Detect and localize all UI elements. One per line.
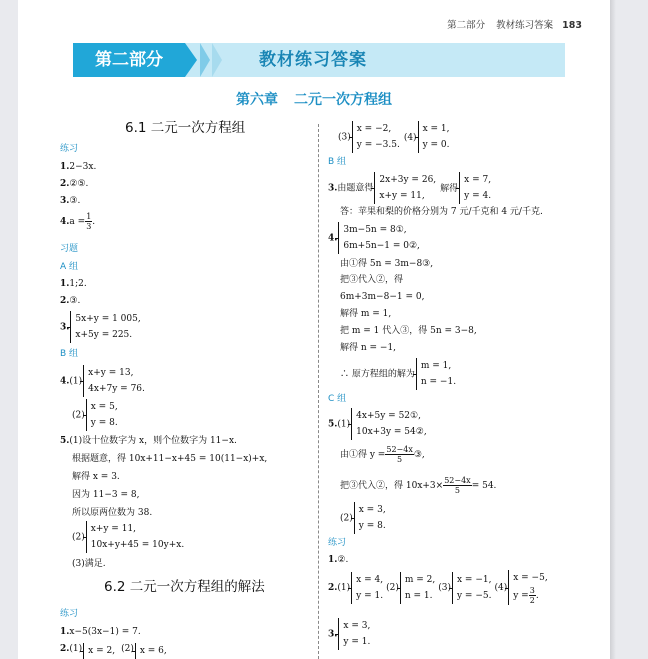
equation-system: x = 5, y = 8. [86,399,118,431]
equation-system: 3m−5n = 8①, 6m+5n−1 = 0②, [338,222,420,254]
chevron-right-icon [212,43,222,77]
heading-c-group: C 组 [328,394,347,404]
answer-4: 4.a = $\frac{1}{3}$ . [60,212,96,231]
answer-s1: 1.②. [328,555,349,565]
part-label: 第二部分 [73,43,185,77]
answer-2: 2.②⑤. [60,179,89,189]
page-header [447,17,582,31]
answer-q3: 3.由题意得 2x+3y = 26, x+y = 11, 解得 x = 7, y = 4. [328,172,491,204]
equation-system: x = 1, y = 0. [418,121,450,153]
banner-arrow-icon [185,43,197,77]
answer-a1: 1.1;2. [60,279,87,289]
header-part: 第二部分 [447,20,486,31]
answer-3: 3.③. [60,196,81,206]
answer-r3-r4: (3) x = −2, y = −3.5. (4) x = 1, y = 0. [338,121,450,153]
equation-system: x = −5, y = $\frac{3}{2}$ . [508,570,547,605]
answer-b4-1: 4.(1) x+y = 13, 4x+7y = 76. [60,365,145,397]
answer-q4-line1: 由①得 5n = 3m−8③, [340,259,434,269]
equation-system: x = 6, [135,643,167,659]
equation-system: x = −2, y = −3.5. [352,121,400,153]
page-number: 183 [562,20,582,31]
answer-s2: 2.(1) x = 4, y = 1. (2) m = 2, n = 1. (3) x = −1, y = −5. (4) x = −5, y = $\frac{3}{2}$ . [328,570,548,605]
equation-system: m = 1, n = −1. [416,358,456,390]
heading-b-group: B 组 [60,349,79,359]
equation-system: x = 4, y = 1. [351,572,383,604]
equation-system: 4x+5y = 52①, 10x+3y = 54②, [351,408,427,440]
answer-q4-line5: 把 m = 1 代入③，得 5n = 3−8, [340,326,477,336]
header-book: 教材练习答案 [496,20,554,31]
equation-system: x+y = 13, 4x+7y = 76. [83,365,145,397]
answer-q4-line6: 解得 n = −1, [340,343,397,353]
answer-s3: 3. x = 3, y = 1. [328,618,370,650]
equation-system: x = 2, [83,643,115,659]
answer-1: 1.2−3x. [60,162,97,172]
answer-q5-line1: 由①得 y = $\frac{52-4x}{5}$ ③, [340,445,425,464]
equation-system: x+y = 11, 10x+y+45 = 10y+x. [86,521,184,553]
heading-lianxi: 练习 [60,144,79,154]
answer-q4-line4: 解得 m = 1, [340,309,392,319]
answer-a3: 3. 5x+y = 1 005, x+5y = 225. [60,311,141,343]
part-banner [73,43,565,77]
answer-q5-2: (2) x = 3, y = 8. [340,502,386,534]
equation-system: m = 2, n = 1. [400,572,435,604]
section-title-6-1: 6.1 二元一次方程组 [125,120,246,136]
answer-q3-conclusion: 答：苹果和梨的价格分别为 7 元/千克和 4 元/千克. [340,207,543,217]
chevron-right-icon [200,43,210,77]
equation-system: x = 3, y = 1. [338,618,370,650]
answer-b5-2: (2) x+y = 11, 10x+y+45 = 10y+x. [72,521,184,553]
answer-q4-line3: 6m+3m−8−1 = 0, [340,292,425,302]
answer-q4-line2: 把③代入②，得 [340,275,404,285]
answer-b5-line3: 解得 x = 3. [72,472,120,482]
chapter-name: 二元一次方程组 [294,92,392,108]
equation-system: 5x+y = 1 005, x+5y = 225. [70,311,140,343]
column-divider [318,124,319,659]
section-title-6-2: 6.2 二元一次方程组的解法 [104,579,265,595]
answer-b5-line4: 因为 11−3 = 8, [72,490,140,500]
heading-lianxi-2: 练习 [60,609,79,619]
heading-lianxi-r: 练习 [328,538,347,548]
answer-b5-3: (3)满足. [72,559,106,569]
answer-b5-line5: 所以原两位数为 38. [72,508,153,518]
answer-b5-line1: 5.(1)设十位数字为 x，则个位数字为 11−x. [60,436,237,446]
answer-q5-line2: 把③代入②，得 10x+3× $\frac{52-4x}{5}$ = 54. [340,476,497,495]
equation-system: x = −1, y = −5. [452,572,491,604]
document-page [18,0,610,659]
page-edge-shadow [610,0,616,659]
answer-6-2-1: 1.x−5(3x−1) = 7. [60,627,141,637]
equation-system: 2x+3y = 26, x+y = 11, [374,172,436,204]
answer-q5-1: 5.(1) 4x+5y = 52①, 10x+3y = 54②, [328,408,427,440]
heading-a-group: A 组 [60,262,79,272]
answer-6-2-2: 2.(1) x = 2, (2) x = 6, [60,643,167,659]
answer-b5-line2: 根据题意，得 10x+11−x+45 = 10(11−x)+x, [72,454,268,464]
answer-q4: 4. 3m−5n = 8①, 6m+5n−1 = 0②, [328,222,420,254]
chapter-number: 第六章 [236,92,278,108]
equation-system: x = 3, y = 8. [354,502,386,534]
answer-q4-solution: ∴ 原方程组的解为 m = 1, n = −1. [340,358,456,390]
answer-b4-2: (2) x = 5, y = 8. [72,399,118,431]
heading-xiti: 习题 [60,244,79,254]
answer-a2: 2.③. [60,296,81,306]
chapter-title [18,89,610,109]
banner-title: 教材练习答案 [259,50,367,70]
equation-system: x = 7, y = 4. [459,172,491,204]
heading-b-group-r: B 组 [328,157,347,167]
